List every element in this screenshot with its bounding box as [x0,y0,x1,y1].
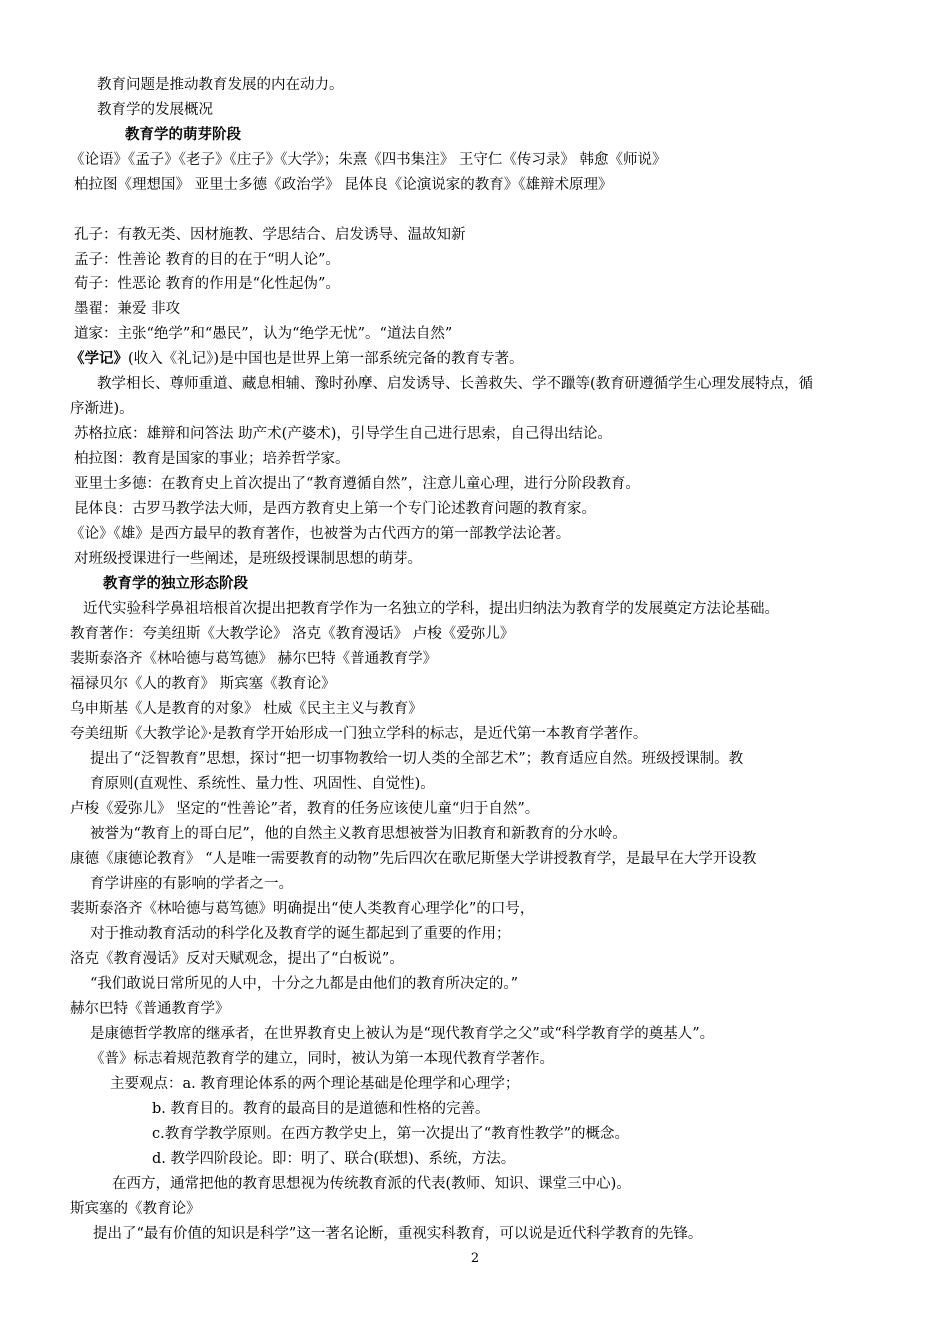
section-heading: 教育学的独立形态阶段 [103,575,248,592]
text-line: 墨翟：兼爱 非攻 [74,301,181,317]
text-line: 斯宾塞的《教育论》 [70,1201,201,1217]
text-line: 《普》标志着规范教育学的建立，同时，被认为第一本现代教育学著作。 [90,1051,554,1067]
text-line: 是康德哲学教席的继承者，在世界教育史上被认为是“现代教育学之父”或“科学教育学的奠基人”。 [90,1026,715,1042]
text-line: 教育著作：夸美纽斯《大教学论》 洛克《教育漫话》 卢梭《爱弥儿》 [70,626,515,642]
text-line: 育原则(直观性、系统性、量力性、巩固性、自觉性)。 [90,776,435,792]
text-line: 柏拉图：教育是国家的事业；培养哲学家。 [74,451,350,467]
text-line: 洛克《教育漫话》反对天赋观念，提出了“白板说”。 [70,951,404,967]
text-line: 对于推动教育活动的科学化及教育学的诞生都起到了重要的作用； [90,926,511,942]
text-line: 亚里士多德：在教育史上首次提出了“教育遵循自然”，注意儿童心理，进行分阶段教育。 [74,476,640,492]
text-line: 孔子：有教无类、因材施教、学思结合、启发诱导、温故知新 [74,227,466,243]
text-line: 在西方，通常把他的教育思想视为传统教育派的代表(教师、知识、课堂三中心)。 [112,1176,631,1192]
text-line [70,349,524,369]
text-line: 荀子：性恶论 教育的作用是“化性起伪”。 [74,276,340,292]
section-heading: 教育学的萌芽阶段 [125,126,241,143]
text-line: 序渐进)。 [70,401,134,417]
text-line: 昆体良：古罗马教学法大师，是西方教育史上第一个专门论述教育问题的教育家。 [74,501,596,517]
page-number: 2 [470,1251,480,1266]
text-line: 卢梭《爱弥儿》 坚定的“性善论”者，教育的任务应该使儿童“归于自然”。 [70,801,540,817]
xueji-desc: (收入《礼记》)是中国也是世界上第一部系统完备的教育专著。 [128,351,524,367]
text-line: 教学相长、尊师重道、藏息相辅、豫时孙摩、启发诱导、长善救失、学不躐等(教育研遵循学生心理发展特点，循 [97,376,814,392]
text-line: 赫尔巴特《普通教育学》 [70,1001,230,1017]
text-line: b. 教育目的。教育的最高目的是道德和性格的完善。 [152,1101,490,1117]
text-line: 乌申斯基《人是教育的对象》 杜威《民主主义与教育》 [70,701,423,717]
text-line: 提出了“泛智教育”思想，探讨“把一切事物教给一切人类的全部艺术”；教育适应自然。班级授课制。教 [90,751,744,767]
text-line: c.教育学教学原则。在西方教学史上，第一次提出了“教育性教学”的概念。 [152,1126,630,1142]
text-line: 教育学的发展概况 [97,102,213,118]
text-line: 提出了“最有价值的知识是科学”这一著名论断，重视实科教育，可以说是近代科学教育的先锋。 [93,1226,703,1242]
text-line: 育学讲座的有影响的学者之一。 [90,876,293,892]
text-line: 康德《康德论教育》 “人是唯一需要教育的动物”先后四次在歌尼斯堡大学讲授教育学，是最早在大学开设教 [70,851,757,867]
text-line: 柏拉图《理想国》 亚里士多德《政治学》 昆体良《论演说家的教育》《雄辩术原理》 [74,177,613,193]
text-line: 裴斯泰洛齐《林哈德与葛笃德》 赫尔巴特《普通教育学》 [70,651,438,667]
text-line: d. 教学四阶段论。即：明了、联合(联想)、系统，方法。 [152,1151,516,1167]
text-line: 近代实验科学鼻祖培根首次提出把教育学作为一名独立的学科，提出归纳法为教育学的发展奠定方法论基础。 [83,601,779,617]
text-line: 苏格拉底：雄辩和问答法 助产术(产婆术)，引导学生自己进行思索，自己得出结论。 [74,426,612,442]
text-line: 夸美纽斯《大教学论》·是教育学开始形成一门独立学科的标志，是近代第一本教育学著作。 [70,726,648,742]
text-line: 孟子：性善论 教育的目的在于“明人论”。 [74,252,340,268]
text-line: 主要观点：a. 教育理论体系的两个理论基础是伦理学和心理学； [110,1076,520,1092]
xueji-title: 《学记》 [70,350,128,367]
text-line: 教育问题是推动教育发展的内在动力。 [97,77,344,93]
text-line: 道家：主张“绝学”和“愚民”，认为“绝学无忧”。“道法自然” [74,326,453,342]
text-line: 《论语》《孟子》《老子》《庄子》《大学》；朱熹《四书集注》 王守仁《传习录》 韩愈《师说》 [70,152,667,168]
text-line: 福禄贝尔《人的教育》 斯宾塞《教育论》 [70,676,336,692]
text-line: 被誉为“教育上的哥白尼”，他的自然主义教育思想被誉为旧教育和新教育的分水岭。 [90,826,627,842]
text-line: 对班级授课进行一些阐述，是班级授课制思想的萌芽。 [74,551,422,567]
text-line: 《论》《雄》是西方最早的教育著作，也被誉为古代西方的第一部教学法论著。 [70,526,571,542]
text-line: “我们敢说日常所见的人中，十分之九都是由他们的教育所决定的。” [90,976,519,992]
text-line: 裴斯泰洛齐《林哈德与葛笃德》明确提出“使人类教育心理学化”的口号， [70,901,535,917]
